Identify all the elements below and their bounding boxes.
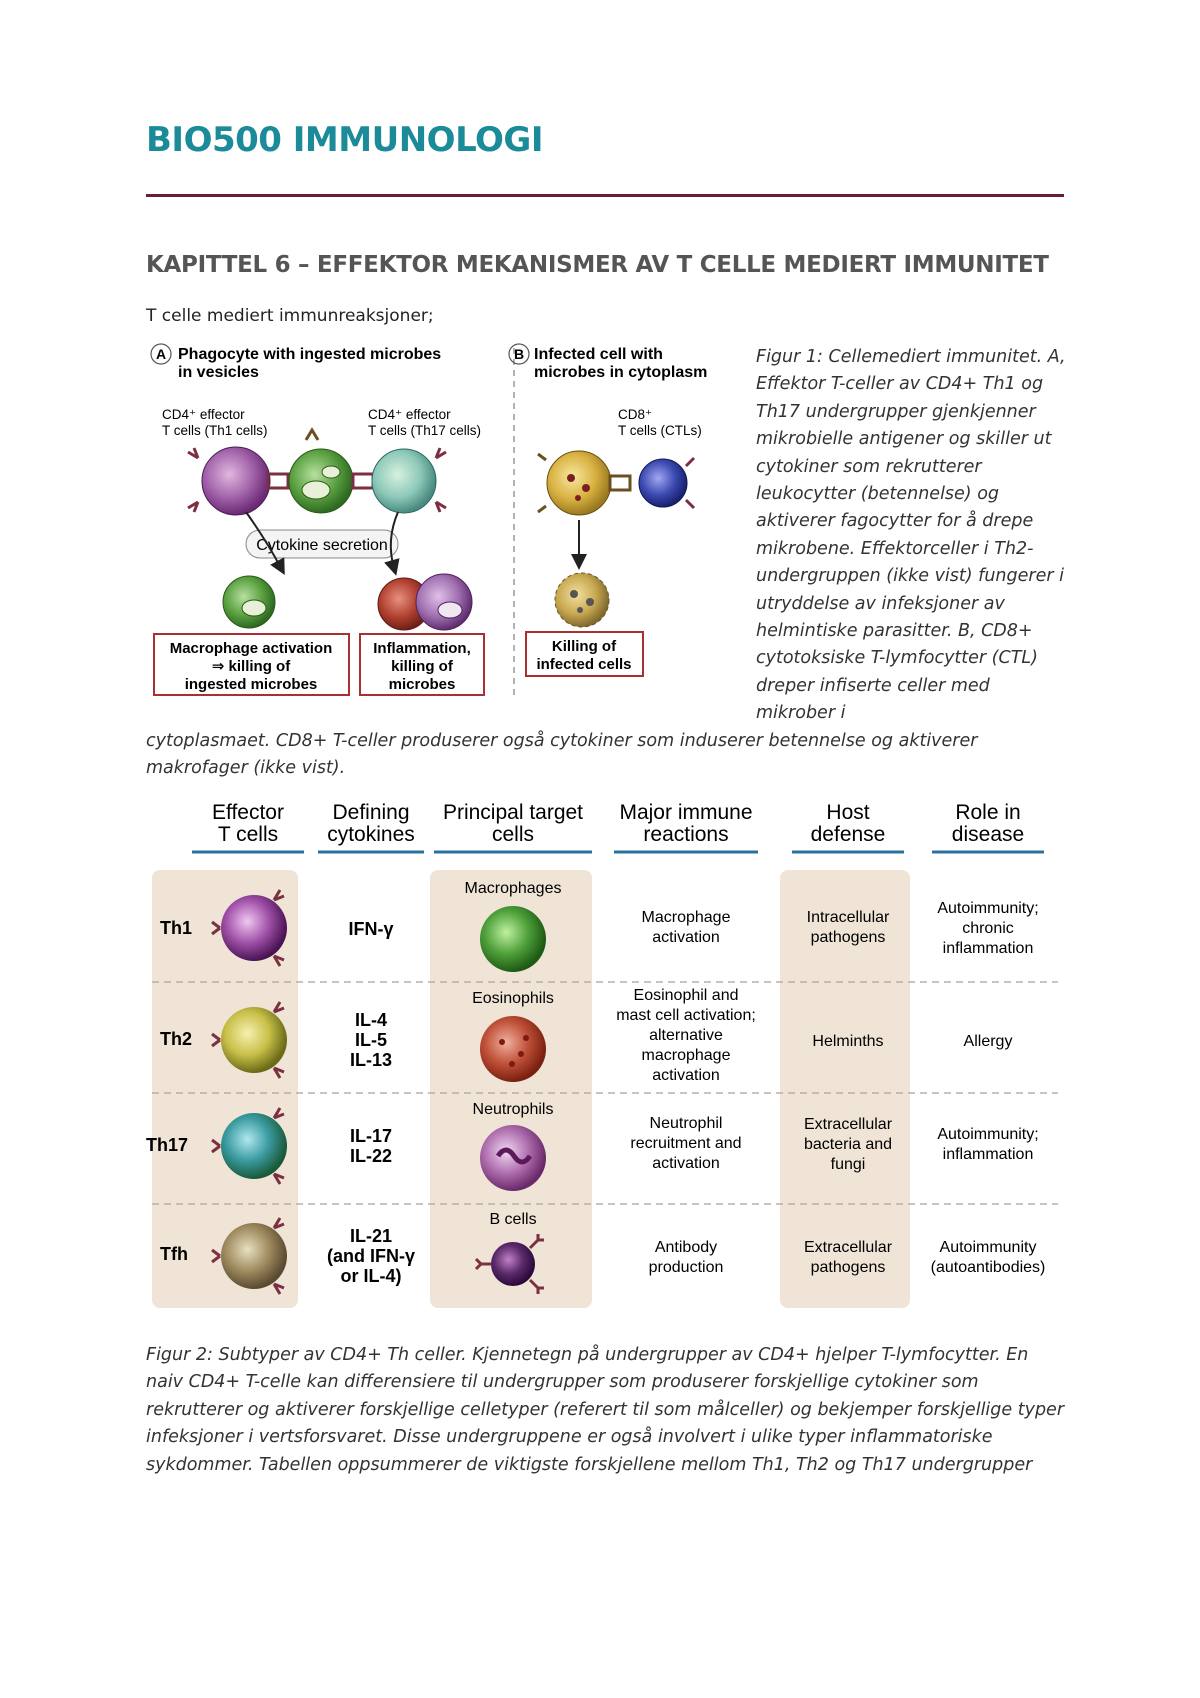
th1-cell-label-line2: T cells (Th1 cells): [162, 423, 268, 438]
disease-line: Autoimmunity;: [937, 1126, 1039, 1143]
subset-label: Th1: [160, 918, 193, 938]
header-reactions-l1: Major immune: [619, 801, 753, 824]
header-effector-l1: Effector: [212, 801, 284, 824]
defense-line: pathogens: [810, 929, 886, 946]
th17-cell-label-line1: CD4⁺ effector: [368, 407, 451, 422]
panel-b-title-line2: microbes in cytoplasm: [534, 364, 708, 381]
target-cell-label: Eosinophils: [472, 990, 554, 1007]
cytokine-secretion-label: Cytokine secretion: [256, 537, 388, 554]
ctl-cell-icon: [639, 458, 694, 508]
eosinophil-icon: [480, 1016, 546, 1082]
th1-effector-cell-icon: [188, 447, 288, 515]
document-title: BIO500 IMMUNOLOGI: [146, 120, 543, 160]
figure-2-caption: Figur 2: Subtyper av CD4+ Th celler. Kjennetegn på undergrupper av CD4+ hjelper T-lymfocytter. En naiv CD4+ T-celle kan differensiere til undergrupper som produserer forskjellige cytokiner som rekrutterer og aktiverer forskjellige celletyper (referert til som målceller) og bekjemper forskjellige typer infeksjoner i vertsforsvaret. Disse undergruppene er også involvert i ulike typer inflammatoriske sykdommer. Tabellen oppsummerer de viktigste forskjellene mellom Th1, Th2 og Th17 undergrupper: [146, 1345, 1065, 1475]
figure-1-caption: Figur 1: Cellemediert immunitet. A, Effektor T-celler av CD4+ Th1 og Th17 undergrupper gjenkjenner mikrobielle antigener og skiller ut cytokiner som rekrutterer leukocytter (betennelse) og aktiverer fagocytter for å drepe mikrobene. Effektorceller i Th2-undergruppen (ikke vist) fungerer i utryddelse av infeksjoner av helmintiske parasitter. B, CD8+ cytotoksiske T-lymfocytter (CTL) dreper infiserte celler med mikrober i: [756, 347, 1066, 724]
th1-cell-label-line1: CD4⁺ effector: [162, 407, 245, 422]
th17-cell-label-line2: T cells (Th17 cells): [368, 423, 482, 438]
panel-a-title-line2: in vesicles: [178, 364, 259, 381]
header-cytokines-l1: Defining: [332, 801, 410, 824]
target-cell-label: Neutrophils: [472, 1101, 554, 1118]
box2-line2: killing of: [391, 658, 453, 675]
box1-line1: Macrophage activation: [169, 640, 333, 657]
cd8-label-line1: CD8⁺: [618, 407, 653, 422]
header-target-l1: Principal target: [442, 801, 584, 824]
box2-line3: microbes: [388, 676, 456, 693]
subset-label: Th2: [160, 1029, 193, 1049]
infected-cell-icon: [538, 451, 630, 515]
reaction-line: Eosinophil and: [633, 987, 739, 1004]
inflammation-cells-icon: [378, 574, 472, 630]
header-reactions-l2: reactions: [643, 823, 729, 846]
cytokine-line: IL-17: [349, 1126, 393, 1146]
macrophage-icon: [289, 430, 353, 513]
defense-line: pathogens: [810, 1259, 886, 1276]
figure-1-caption-continued: cytoplasmaet. CD8+ T-celler produserer også cytokiner som induserer betennelse og aktiverer makrofager (ikke vist).: [146, 731, 978, 779]
header-disease-l2: disease: [951, 823, 1025, 846]
killing-box-line2: infected cells: [536, 656, 632, 673]
reaction-line: macrophage: [641, 1047, 731, 1064]
cytokine-line: (and IFN-γ: [327, 1246, 415, 1266]
disease-line: Autoimmunity: [939, 1239, 1037, 1256]
reaction-line: activation: [652, 1067, 720, 1084]
header-disease-l1: Role in: [955, 801, 1021, 824]
defense-line: fungi: [830, 1156, 866, 1173]
intro-text: T celle mediert immunreaksjoner;: [146, 306, 434, 326]
disease-line: inflammation: [942, 1146, 1034, 1163]
subset-label: Tfh: [160, 1244, 188, 1264]
header-defense-l1: Host: [826, 801, 870, 824]
header-cytokines-l2: cytokines: [327, 823, 415, 846]
header-target-l2: cells: [491, 823, 535, 846]
chapter-heading: KAPITTEL 6 – EFFEKTOR MEKANISMER AV T CELLE MEDIERT IMMUNITET: [146, 252, 1049, 278]
disease-line: inflammation: [942, 940, 1034, 957]
header-effector-l2: T cells: [217, 823, 279, 846]
th17-effector-cell-icon: [353, 448, 446, 513]
cytokine-line: IL-4: [354, 1010, 388, 1030]
defense-line: Extracellular: [803, 1116, 893, 1133]
cytokine-line: IFN-γ: [348, 919, 394, 939]
box1-line3: ingested microbes: [184, 676, 318, 693]
cytokine-line: or IL-4): [340, 1266, 402, 1286]
subset-label: Th17: [146, 1135, 189, 1155]
defense-line: Extracellular: [803, 1239, 893, 1256]
reaction-line: activation: [652, 929, 720, 946]
reaction-line: mast cell activation;: [616, 1007, 756, 1024]
target-cell-label: Macrophages: [464, 880, 562, 897]
disease-line: Allergy: [963, 1033, 1013, 1050]
panel-b-title-line1: Infected cell with: [534, 346, 663, 363]
cytokine-line: IL-5: [354, 1030, 388, 1050]
figure-1-diagram: [146, 340, 746, 718]
box2-line1: Inflammation,: [373, 640, 471, 657]
dying-infected-cell-icon: [555, 573, 609, 627]
title-divider: [146, 194, 1064, 197]
cytokine-line: IL-22: [349, 1146, 393, 1166]
reaction-line: alternative: [649, 1027, 723, 1044]
reaction-line: activation: [652, 1155, 720, 1172]
figure-2-table: [146, 796, 1064, 1314]
reaction-line: Antibody: [654, 1239, 718, 1256]
reaction-line: recruitment and: [630, 1135, 742, 1152]
cd8-label-line2: T cells (CTLs): [618, 423, 702, 438]
target-cell-label: B cells: [489, 1211, 537, 1228]
killing-box-line1: Killing of: [551, 638, 617, 655]
box1-line2: ⇒ killing of: [211, 658, 291, 675]
panel-b-letter: B: [513, 346, 525, 362]
cytokine-line: IL-21: [349, 1226, 393, 1246]
macrophage-icon: [480, 906, 546, 972]
defense-line: bacteria and: [803, 1136, 893, 1153]
defense-line: Helminths: [812, 1033, 884, 1050]
panel-a-letter: A: [155, 346, 167, 362]
activated-macrophage-icon: [223, 576, 275, 628]
neutrophil-icon: [480, 1125, 546, 1191]
cytokine-line: IL-13: [349, 1050, 393, 1070]
reaction-line: Macrophage: [641, 909, 731, 926]
disease-line: Autoimmunity;: [937, 900, 1039, 917]
disease-line: chronic: [962, 920, 1014, 937]
reaction-line: production: [648, 1259, 724, 1276]
panel-a-title-line1: Phagocyte with ingested microbes: [178, 346, 442, 363]
reaction-line: Neutrophil: [649, 1115, 723, 1132]
defense-line: Intracellular: [806, 909, 890, 926]
disease-line: (autoantibodies): [930, 1259, 1046, 1276]
header-defense-l2: defense: [810, 823, 886, 846]
